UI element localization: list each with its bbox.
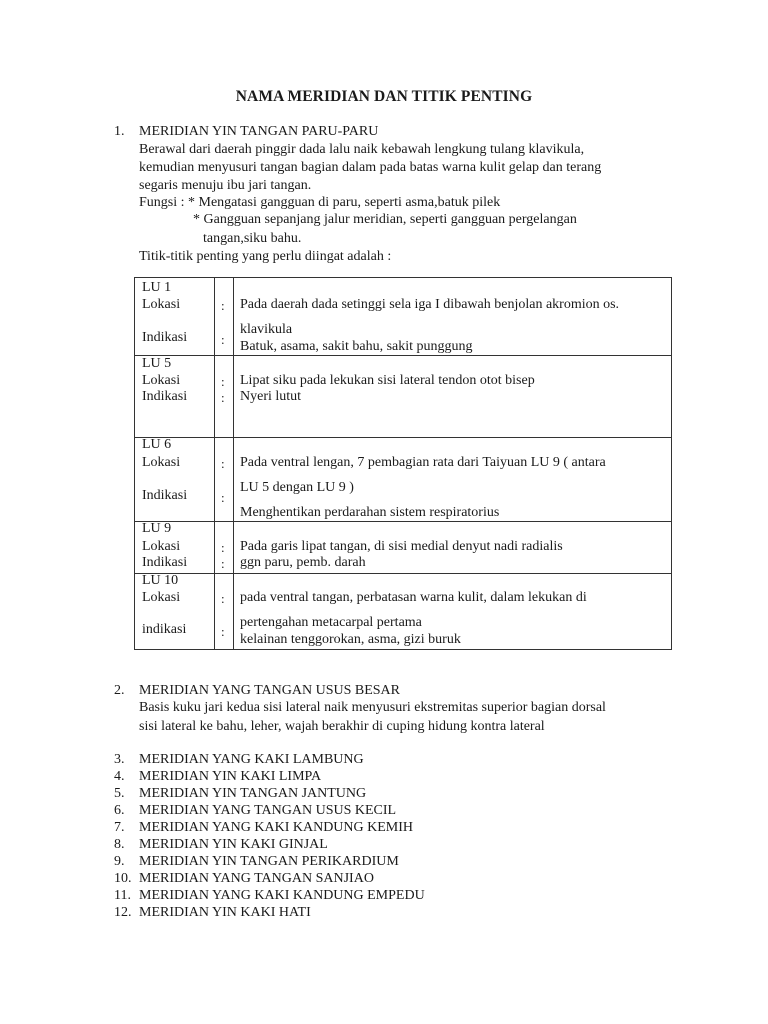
section-1-desc-line: kemudian menyusuri tangan bagian dalam pada batas warna kulit gelap dan terang <box>139 160 602 175</box>
lokasi-text: Pada daerah dada setinggi sela iga I dibawah benjolan akromion os. <box>240 297 620 312</box>
table-divider <box>135 573 671 574</box>
section-2-number: 2. <box>114 683 125 698</box>
indikasi-label: Indikasi <box>142 488 188 503</box>
colon: : <box>221 374 225 389</box>
point-code: LU 9 <box>142 521 172 536</box>
fungsi-line: tangan,siku bahu. <box>203 231 302 246</box>
indikasi-text: Batuk, asama, sakit bahu, sakit punggung <box>240 339 473 354</box>
lokasi-text: Pada ventral lengan, 7 pembagian rata dari Taiyuan LU 9 ( antara <box>240 455 606 470</box>
list-item-number: 5. <box>114 786 125 801</box>
fungsi-line: * Gangguan sepanjang jalur meridian, seperti gangguan pergelangan <box>193 212 577 227</box>
list-item-number: 10. <box>114 871 132 886</box>
list-item: MERIDIAN YANG TANGAN USUS KECIL <box>139 803 397 818</box>
list-item-number: 12. <box>114 905 132 920</box>
colon: : <box>221 624 225 639</box>
indikasi-label: Indikasi <box>142 330 188 345</box>
list-item: MERIDIAN YIN KAKI HATI <box>139 905 311 920</box>
list-item-number: 6. <box>114 803 125 818</box>
indikasi-label: Indikasi <box>142 555 188 570</box>
lokasi-label: Lokasi <box>142 373 181 388</box>
section-2-desc-line: Basis kuku jari kedua sisi lateral naik menyusuri ekstremitas superior bagian dorsal <box>139 700 606 715</box>
indikasi-text: Menghentikan perdarahan sistem respiratorius <box>240 505 500 520</box>
table-divider <box>214 278 215 649</box>
colon: : <box>221 556 225 571</box>
lokasi-text: pada ventral tangan, perbatasan warna kulit, dalam lekukan di <box>240 590 587 605</box>
section-1-heading: MERIDIAN YIN TANGAN PARU-PARU <box>139 124 379 139</box>
section-2-heading: MERIDIAN YANG TANGAN USUS BESAR <box>139 683 401 698</box>
lokasi-text-cont: pertengahan metacarpal pertama <box>240 615 422 630</box>
point-code: LU 1 <box>142 280 172 295</box>
section-2-desc-line: sisi lateral ke bahu, leher, wajah berakhir di cuping hidung kontra lateral <box>139 719 545 734</box>
section-1-number: 1. <box>114 124 125 139</box>
table-divider <box>135 355 671 356</box>
table-divider <box>135 521 671 522</box>
list-item: MERIDIAN YANG KAKI KANDUNG KEMIH <box>139 820 414 835</box>
lokasi-text: Pada garis lipat tangan, di sisi medial denyut nadi radialis <box>240 539 563 554</box>
list-item: MERIDIAN YANG TANGAN SANJIAO <box>139 871 374 886</box>
table-divider <box>233 278 234 649</box>
point-code: LU 5 <box>142 356 172 371</box>
list-item-number: 11. <box>114 888 131 903</box>
colon: : <box>221 456 225 471</box>
list-item-number: 9. <box>114 854 125 869</box>
list-item: MERIDIAN YIN TANGAN PERIKARDIUM <box>139 854 399 869</box>
table-divider <box>135 437 671 438</box>
colon: : <box>221 298 225 313</box>
titik-intro: Titik-titik penting yang perlu diingat adalah : <box>139 249 392 264</box>
list-item: MERIDIAN YIN TANGAN JANTUNG <box>139 786 367 801</box>
points-table <box>134 277 672 650</box>
section-1-desc-line: Berawal dari daerah pinggir dada lalu naik kebawah lengkung tulang klavikula, <box>139 142 585 157</box>
lokasi-label: Lokasi <box>142 590 181 605</box>
list-item: MERIDIAN YANG KAKI LAMBUNG <box>139 752 364 767</box>
list-item-number: 8. <box>114 837 125 852</box>
list-item: MERIDIAN YANG KAKI KANDUNG EMPEDU <box>139 888 425 903</box>
colon: : <box>221 390 225 405</box>
indikasi-text: kelainan tenggorokan, asma, gizi buruk <box>240 632 461 647</box>
point-code: LU 6 <box>142 437 172 452</box>
lokasi-label: Lokasi <box>142 539 181 554</box>
list-item: MERIDIAN YIN KAKI LIMPA <box>139 769 322 784</box>
lokasi-label: Lokasi <box>142 297 181 312</box>
lokasi-label: Lokasi <box>142 455 181 470</box>
indikasi-label: Indikasi <box>142 389 188 404</box>
page-title: NAMA MERIDIAN DAN TITIK PENTING <box>235 88 533 105</box>
indikasi-label: indikasi <box>142 622 187 637</box>
colon: : <box>221 490 225 505</box>
list-item-number: 3. <box>114 752 125 767</box>
lokasi-text: Lipat siku pada lekukan sisi lateral tendon otot bisep <box>240 373 535 388</box>
lokasi-text-cont: klavikula <box>240 322 293 337</box>
colon: : <box>221 591 225 606</box>
list-item-number: 7. <box>114 820 125 835</box>
section-1-desc-line: segaris menuju ibu jari tangan. <box>139 178 312 193</box>
list-item-number: 4. <box>114 769 125 784</box>
colon: : <box>221 332 225 347</box>
colon: : <box>221 540 225 555</box>
lokasi-text-cont: LU 5 dengan LU 9 ) <box>240 480 354 495</box>
point-code: LU 10 <box>142 573 179 588</box>
indikasi-text: ggn paru, pemb. darah <box>240 555 366 570</box>
list-item: MERIDIAN YIN KAKI GINJAL <box>139 837 328 852</box>
indikasi-text: Nyeri lutut <box>240 389 302 404</box>
fungsi-line: Fungsi : * Mengatasi gangguan di paru, seperti asma,batuk pilek <box>139 195 501 210</box>
